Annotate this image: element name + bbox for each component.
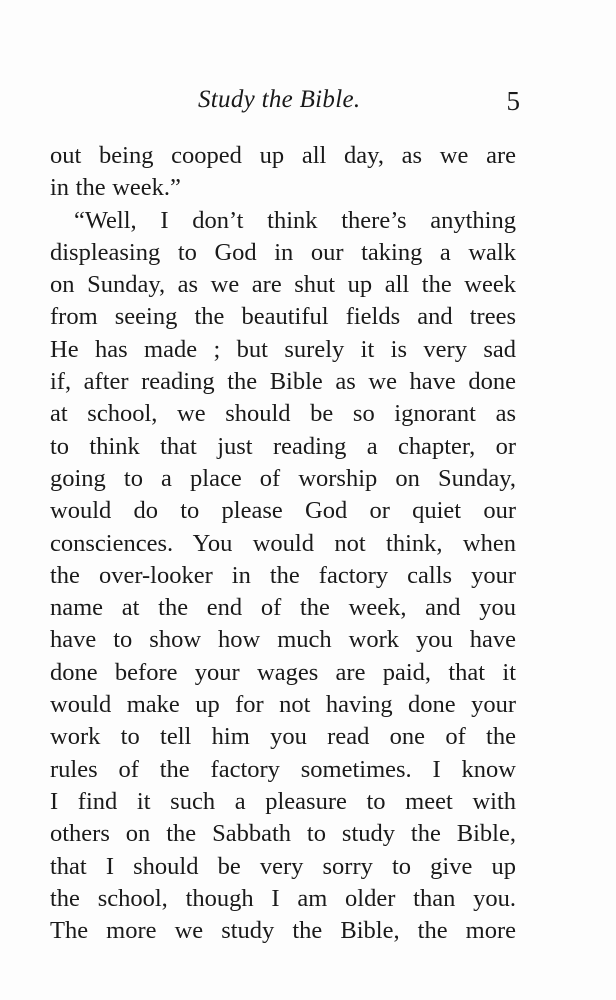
body-text <box>50 140 516 947</box>
text-line: going to a place of worship on Sunday, <box>50 464 516 492</box>
text-line: have to show how much work you have <box>50 626 516 654</box>
text-line: name at the end of the week, and you <box>50 594 516 622</box>
text-line: the school, though I am older than you. <box>50 884 516 912</box>
text-line: work to tell him you read one of the <box>50 723 516 751</box>
running-head <box>50 86 520 122</box>
text-line: would make up for not having done your <box>50 691 516 719</box>
text-line: The more we study the Bible, the more <box>50 917 516 945</box>
text-line: out being cooped up all day, as we are <box>50 142 516 169</box>
text-line: from seeing the beautiful fields and trees <box>50 303 516 331</box>
text-line: the over-looker in the factory calls your <box>50 561 516 589</box>
text-line: others on the Sabbath to study the Bible, <box>50 820 516 848</box>
page-number: 5 <box>506 86 520 116</box>
text-line: if, after reading the Bible as we have done <box>50 368 516 396</box>
text-line: “Well, I don’t think there’s anything <box>74 206 516 234</box>
running-title: Study the Bible. <box>198 86 361 113</box>
text-line: I find it such a pleasure to meet with <box>50 787 516 815</box>
text-line: consciences. You would not think, when <box>50 529 516 557</box>
text-line: He has made ; but surely it is very sad <box>50 335 516 363</box>
text-line: displeasing to God in our taking a walk <box>50 238 516 266</box>
text-line: to think that just reading a chapter, or <box>50 432 516 460</box>
text-line: would do to please God or quiet our <box>50 497 516 525</box>
text-line: done before your wages are paid, that it <box>50 658 516 686</box>
text-line: on Sunday, as we are shut up all the week <box>50 271 516 299</box>
text-line: that I should be very sorry to give up <box>50 852 516 880</box>
text-line: in the week.” <box>50 174 181 202</box>
text-line: at school, we should be so ignorant as <box>50 400 516 428</box>
text-line: rules of the factory sometimes. I know <box>50 755 516 783</box>
